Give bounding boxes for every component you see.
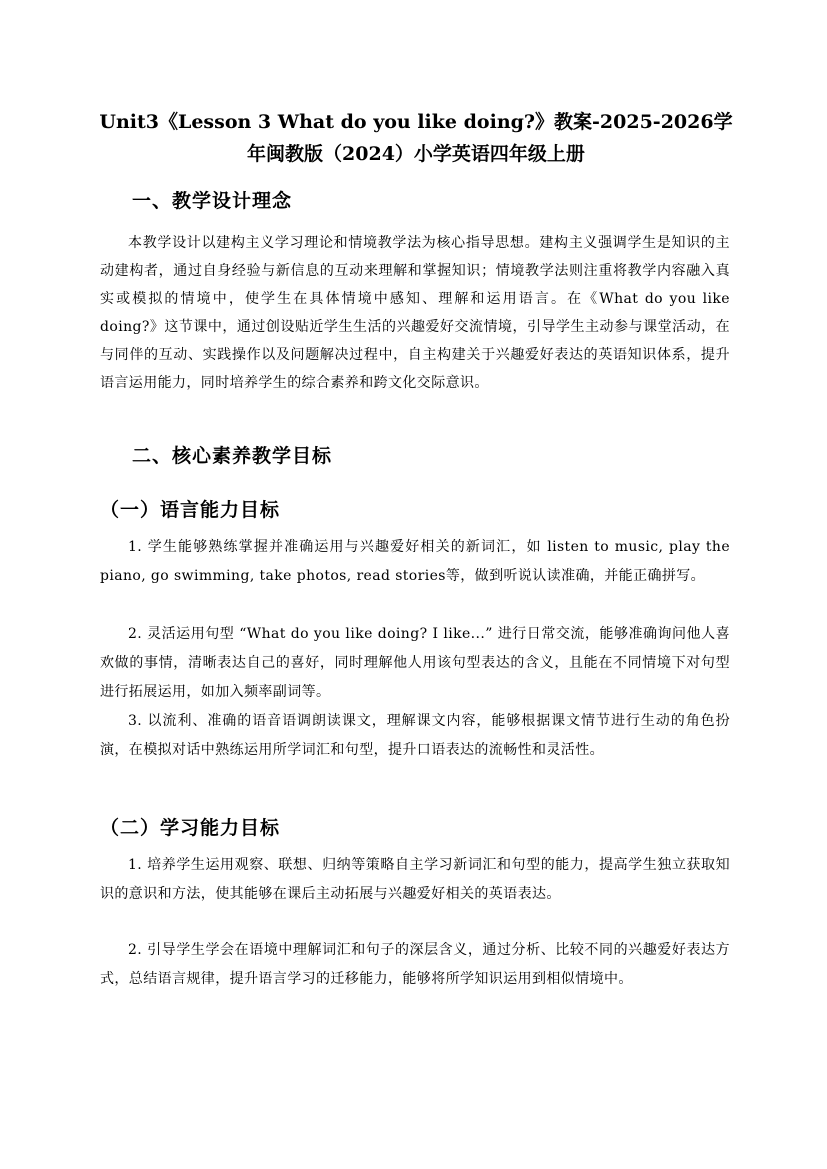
language-goal-item-1: 1. 学生能够熟练掌握并准确运用与兴趣爱好相关的新词汇，如 listen to music, play the piano, go swimming, take photos, read stories等，做到听说认读准确，并能正确拼写。 <box>100 539 730 584</box>
document-title: Unit3《Lesson 3 What do you like doing?》教案-2025-2026学年闽教版（2024）小学英语四年级上册 <box>99 111 733 165</box>
language-goal-item-3: 3. 以流利、准确的语音语调朗读课文，理解课文内容，能够根据课文情节进行生动的角色扮演，在模拟对话中熟练运用所学词汇和句型，提升口语表达的流畅性和灵活性。 <box>100 713 730 758</box>
subsection-heading-learning-ability: （二）学习能力目标 <box>100 817 281 839</box>
learning-goal-item-2: 2. 引导学生学会在语境中理解词汇和句子的深层含义，通过分析、比较不同的兴趣爱好表达方式，总结语言规律，提升语言学习的迁移能力，能够将所学知识运用到相似情境中。 <box>100 942 730 987</box>
learning-goal-item-1: 1. 培养学生运用观察、联想、归纳等策略自主学习新词汇和句型的能力，提高学生独立获取知识的意识和方法，使其能够在课后主动拓展与兴趣爱好相关的英语表达。 <box>100 857 730 902</box>
design-philosophy-paragraph: 本教学设计以建构主义学习理论和情境教学法为核心指导思想。建构主义强调学生是知识的主动建构者，通过自身经验与新信息的互动来理解和掌握知识；情境教学法则注重将教学内容融入真实或模拟的情境中，使学生在具体情境中感知、理解和运用语言。在《What do you like doing?》这节课中，通过创设贴近学生生活的兴趣爱好交流情境，引导学生主动参与课堂活动，在与同伴的互动、实践操作以及问题解决过程中，自主构建关于兴趣爱好表达的英语知识体系，提升语言运用能力，同时培养学生的综合素养和跨文化交际意识。 <box>100 235 730 391</box>
language-goal-item-2: 2. 灵活运用句型 “What do you like doing? I like...” 进行日常交流，能够准确询问他人喜欢做的事情，清晰表达自己的喜好，同时理解他人用该句型表达的含义，且能在不同情境下对句型进行拓展运用，如加入频率副词等。 <box>100 626 730 700</box>
subsection-heading-language-ability: （一）语言能力目标 <box>100 499 281 521</box>
section-heading-design-philosophy: 一、教学设计理念 <box>132 190 293 212</box>
section-heading-core-goals: 二、核心素养教学目标 <box>132 445 333 467</box>
